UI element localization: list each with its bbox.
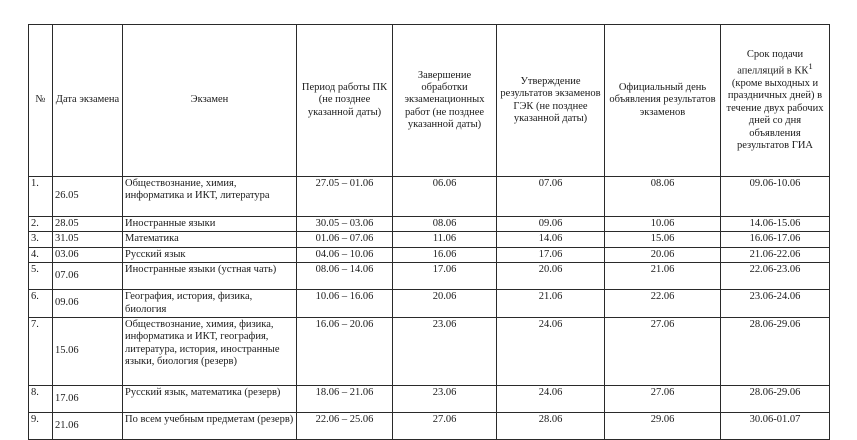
appeal-period: 09.06-10.06 <box>721 177 830 217</box>
table-row <box>29 217 830 232</box>
row-number: 4. <box>29 247 53 262</box>
official-date: 15.06 <box>605 232 721 247</box>
gek-date: 24.06 <box>497 317 605 385</box>
header-date: Дата экзамена <box>53 25 123 177</box>
processing-date: 06.06 <box>393 177 497 217</box>
row-number: 8. <box>29 385 53 412</box>
exam-date: 21.06 <box>53 412 123 439</box>
exam-date: 26.05 <box>53 177 123 217</box>
exam-schedule-table <box>28 24 830 440</box>
row-number: 6. <box>29 290 53 318</box>
exam-date: 15.06 <box>53 317 123 385</box>
pk-period: 27.05 – 01.06 <box>297 177 393 217</box>
header-appeal-text: Срок подачи апелляций в КК <box>737 48 809 77</box>
official-date: 22.06 <box>605 290 721 318</box>
processing-date: 17.06 <box>393 263 497 290</box>
exam-subjects: География, история, физика, биология <box>123 290 297 318</box>
pk-period: 10.06 – 16.06 <box>297 290 393 318</box>
official-date: 08.06 <box>605 177 721 217</box>
official-date: 27.06 <box>605 317 721 385</box>
gek-date: 17.06 <box>497 247 605 262</box>
exam-subjects: По всем учебным предметам (резерв) <box>123 412 297 439</box>
gek-date: 09.06 <box>497 217 605 232</box>
header-processing: Завершение обработки экзаменационных работ (не позднее указанной даты) <box>393 25 497 177</box>
row-number: 5. <box>29 263 53 290</box>
official-date: 21.06 <box>605 263 721 290</box>
exam-subjects: Русский язык <box>123 247 297 262</box>
table-row <box>29 247 830 262</box>
exam-date: 28.05 <box>53 217 123 232</box>
exam-date: 07.06 <box>53 263 123 290</box>
processing-date: 08.06 <box>393 217 497 232</box>
row-number: 9. <box>29 412 53 439</box>
appeal-period: 30.06-01.07 <box>721 412 830 439</box>
pk-period: 08.06 – 14.06 <box>297 263 393 290</box>
gek-date: 28.06 <box>497 412 605 439</box>
official-date: 20.06 <box>605 247 721 262</box>
header-gek-approval: Утверждение результатов экзаменов ГЭК (не позднее указанной даты) <box>497 25 605 177</box>
appeal-period: 14.06-15.06 <box>721 217 830 232</box>
table-row <box>29 177 830 217</box>
pk-period: 04.06 – 10.06 <box>297 247 393 262</box>
schedule-table-container <box>28 24 830 440</box>
processing-date: 23.06 <box>393 317 497 385</box>
row-number: 3. <box>29 232 53 247</box>
exam-subjects: Иностранные языки <box>123 217 297 232</box>
official-date: 29.06 <box>605 412 721 439</box>
processing-date: 16.06 <box>393 247 497 262</box>
header-appeal-deadline <box>721 25 830 177</box>
table-row <box>29 317 830 385</box>
official-date: 27.06 <box>605 385 721 412</box>
table-row <box>29 385 830 412</box>
appeal-period: 16.06-17.06 <box>721 232 830 247</box>
exam-subjects: Иностранные языки (устная чать) <box>123 263 297 290</box>
exam-subjects: Русский язык, математика (резерв) <box>123 385 297 412</box>
appeal-period: 28.06-29.06 <box>721 317 830 385</box>
processing-date: 11.06 <box>393 232 497 247</box>
exam-date: 17.06 <box>53 385 123 412</box>
processing-date: 23.06 <box>393 385 497 412</box>
pk-period: 22.06 – 25.06 <box>297 412 393 439</box>
appeal-period: 23.06-24.06 <box>721 290 830 318</box>
appeal-period: 21.06-22.06 <box>721 247 830 262</box>
exam-date: 09.06 <box>53 290 123 318</box>
table-row <box>29 263 830 290</box>
pk-period: 18.06 – 21.06 <box>297 385 393 412</box>
pk-period: 16.06 – 20.06 <box>297 317 393 385</box>
header-appeal-text-rest: (кроме выходных и праздничных дней) в течение двух рабочих дней со дня объявления результатов ГИА <box>726 78 824 151</box>
exam-date: 31.05 <box>53 232 123 247</box>
table-row <box>29 232 830 247</box>
exam-subjects: Математика <box>123 232 297 247</box>
processing-date: 20.06 <box>393 290 497 318</box>
pk-period: 30.05 – 03.06 <box>297 217 393 232</box>
gek-date: 21.06 <box>497 290 605 318</box>
exam-subjects: Обществознание, химия, информатика и ИКТ, литература <box>123 177 297 217</box>
row-number: 2. <box>29 217 53 232</box>
processing-date: 27.06 <box>393 412 497 439</box>
official-date: 10.06 <box>605 217 721 232</box>
header-official-day: Официальный день объявления результатов экзаменов <box>605 25 721 177</box>
row-number: 7. <box>29 317 53 385</box>
footnote-marker: 1 <box>808 61 813 72</box>
row-number: 1. <box>29 177 53 217</box>
exam-date: 03.06 <box>53 247 123 262</box>
header-pk-period: Период работы ПК (не позднее указанной даты) <box>297 25 393 177</box>
appeal-period: 22.06-23.06 <box>721 263 830 290</box>
exam-subjects: Обществознание, химия, физика, информатика и ИКТ, география, литература, история, иностранные языки, биология (резерв) <box>123 317 297 385</box>
schedule-body <box>29 177 830 440</box>
header-exam: Экзамен <box>123 25 297 177</box>
pk-period: 01.06 – 07.06 <box>297 232 393 247</box>
header-row <box>29 25 830 177</box>
table-row <box>29 290 830 318</box>
gek-date: 14.06 <box>497 232 605 247</box>
header-num: № <box>29 25 53 177</box>
appeal-period: 28.06-29.06 <box>721 385 830 412</box>
gek-date: 24.06 <box>497 385 605 412</box>
gek-date: 20.06 <box>497 263 605 290</box>
table-row <box>29 412 830 439</box>
gek-date: 07.06 <box>497 177 605 217</box>
